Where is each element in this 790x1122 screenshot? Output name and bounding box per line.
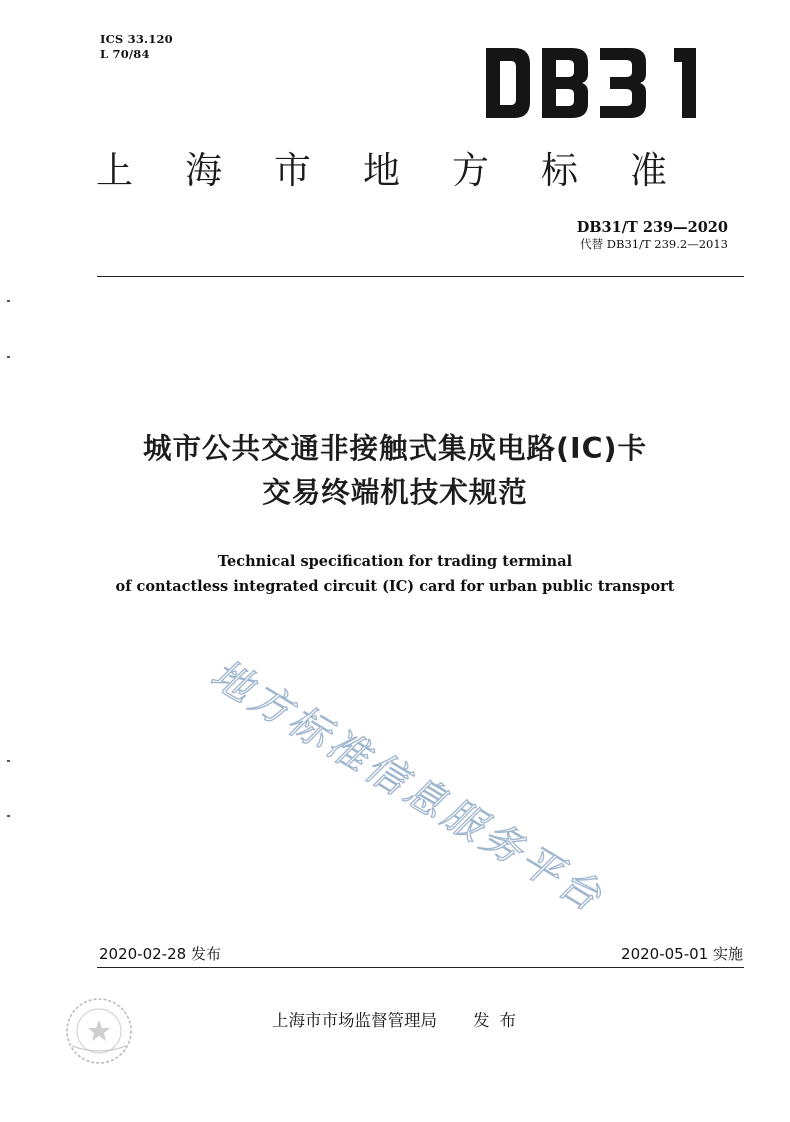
watermark-text: 地方标准信息服务平台 — [202, 651, 613, 923]
issue-date: 2020-02-28 发布 — [99, 945, 221, 963]
issuer-action: 发布 — [473, 1011, 526, 1030]
db31-logo — [484, 46, 702, 120]
ccs-code: L 70/84 — [100, 47, 150, 61]
title-cn-line2: 交易终端机技术规范 — [262, 476, 528, 509]
scan-mark — [7, 815, 10, 817]
ics-code: ICS 33.120 — [100, 32, 173, 46]
standard-category-title: 上海市地方标准 — [96, 149, 719, 192]
header-divider — [97, 276, 744, 277]
classification-codes — [100, 32, 173, 62]
issuing-authority — [272, 1010, 526, 1032]
standard-number: DB31/T 239—2020 — [576, 219, 728, 236]
document-title-cn — [0, 427, 790, 515]
title-en-line1: Technical specification for trading terminal — [217, 553, 573, 570]
title-cn-line1: 城市公共交通非接触式集成电路(IC)卡 — [142, 432, 648, 465]
scan-mark — [7, 300, 10, 302]
title-en-line2: of contactless integrated circuit (IC) card for urban public transport — [115, 578, 675, 595]
platform-watermark — [196, 642, 666, 942]
document-title-en — [0, 549, 790, 599]
issuer-name: 上海市市场监督管理局 — [272, 1011, 437, 1030]
effective-date: 2020-05-01 实施 — [621, 945, 743, 963]
official-seal-icon — [58, 990, 140, 1072]
footer-divider — [97, 967, 744, 968]
scan-mark — [7, 760, 10, 762]
scan-mark — [7, 356, 10, 358]
replaced-standard: 代替 DB31/T 239.2—2013 — [580, 237, 728, 251]
